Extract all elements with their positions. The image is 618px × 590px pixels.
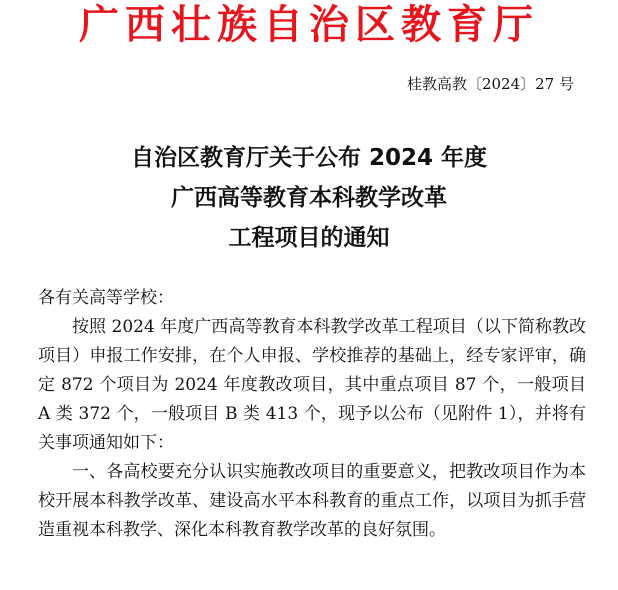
title-line-2: 广西高等教育本科教学改革 [171, 185, 447, 211]
document-title [0, 138, 618, 258]
salutation: 各有关高等学校： [38, 288, 174, 308]
body-paragraph-1: 按照 2024 年度广西高等教育本科教学改革工程项目（以下简称教改项目）申报工作安排，在个人申报、学校推荐的基础上，经专家评审，确定 872 个项目为 2024 年度教改项目，其中重点项目 87 个，一般项目 A 类 372 个，一般项目 B 类 413 个，现予以公布（见附件 1），并将有关事项通知如下： [38, 317, 586, 453]
title-line-3: 工程项目的通知 [228, 225, 390, 251]
title-line-1: 自治区教育厅关于公布 2024 年度 [130, 145, 488, 171]
agency-masthead: 广西壮族自治区教育厅 [79, 1, 539, 48]
document-number: 桂教高教〔2024〕27 号 [406, 75, 574, 93]
document-body [38, 284, 586, 545]
body-paragraph-2: 一、各高校要充分认识实施教改项目的重要意义，把教改项目作为本校开展本科教学改革、建设高水平本科教育的重点工作，以项目为抓手营造重视本科教学、深化本科教育教学改革的良好氛围。 [38, 462, 586, 540]
